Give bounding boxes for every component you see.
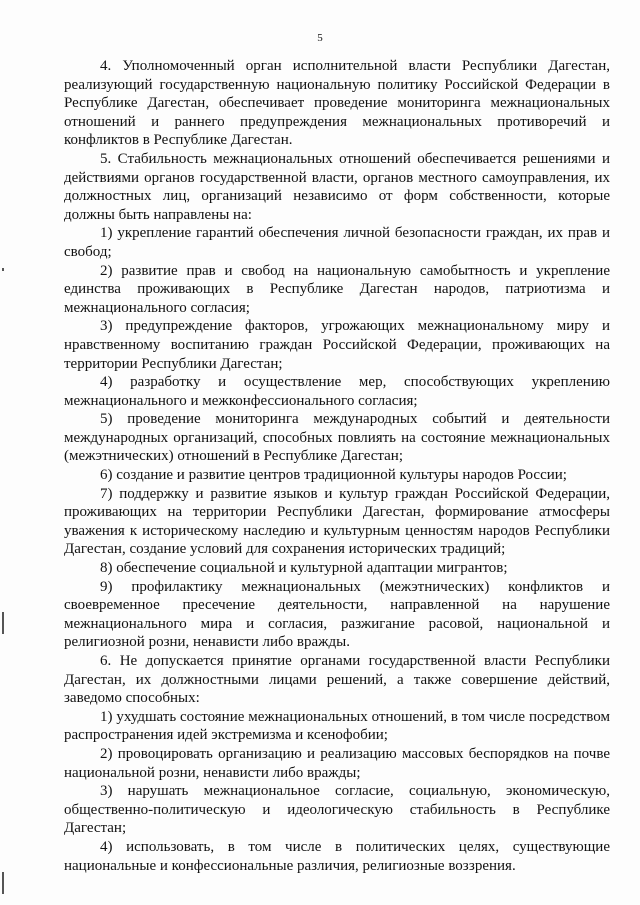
list-item: 2) провоцировать организацию и реализацию массовых беспорядков на почве национальной розни, ненависти либо вражды;	[64, 745, 610, 781]
list-item: 7) поддержку и развитие языков и культур граждан Российской Федерации, проживающих на территории Республики Дагестан, формирование атмосферы уважения к историческому наследию и культурным ценностям народов Республики Дагестан, создание условий для сохранения исторических традиций;	[64, 485, 610, 558]
paragraph-item-5: 5. Стабильность межнациональных отношений обеспечивается решениями и действиями органов государственной власти, органов местного самоуправления, их должностных лиц, организаций независимо от форм собственности, которые должны быть направлены на:	[64, 150, 610, 223]
list-item: 4) использовать, в том числе в политических целях, существующие национальные и конфессиональные различия, религиозные воззрения.	[64, 838, 610, 874]
paragraph-item-6: 6. Не допускается принятие органами государственной власти Республики Дагестан, их должностными лицами решений, а также совершение действий, заведомо способных:	[64, 653, 610, 707]
scan-mark	[2, 872, 4, 894]
list-item: 1) укрепление гарантий обеспечения личной безопасности граждан, их прав и свобод;	[64, 225, 610, 260]
document-body	[64, 57, 610, 875]
list-item: 3) предупреждение факторов, угрожающих межнациональному миру и нравственному воспитанию граждан Российской Федерации, проживающих на территории Республики Дагестан;	[64, 318, 610, 372]
scan-mark	[2, 612, 4, 634]
list-item: 4) разработку и осуществление мер, способствующих укреплению межнационального и межконфессионального согласия;	[64, 374, 610, 409]
scan-mark	[2, 268, 4, 271]
list-item: 1) ухудшать состояние межнациональных отношений, в том числе посредством распространения идей экстремизма и ксенофобии;	[64, 708, 610, 744]
paragraph-item-4: 4. Уполномоченный орган исполнительной власти Республики Дагестан, реализующий государственную национальную политику Российской Федерации в Республике Дагестан, обеспечивает проведение мониторинга межнациональных отношений и раннего предупреждения межнациональных противоречий и конфликтов в Республике Дагестан.	[64, 58, 610, 149]
list-item: 8) обеспечение социальной и культурной адаптации мигрантов;	[100, 560, 508, 577]
list-item: 9) профилактику межнациональных (межэтнических) конфликтов и своевременное пресечение деятельности, направленной на нарушение межнационального мира и согласия, разжигание расовой, национальной и религиозной розни, ненависти либо вражды.	[64, 578, 610, 651]
list-item: 2) развитие прав и свобод на национальную самобытность и укрепление единства проживающих в Республике Дагестан народов, патриотизма и межнационального согласия;	[64, 262, 610, 316]
list-item: 3) нарушать межнациональное согласие, социальную, экономическую, общественно-политическую и идеологическую стабильность в Республике Дагестан;	[64, 783, 610, 837]
list-item: 5) проведение мониторинга международных событий и деятельности международных организаций, способных повлиять на состояние межнациональных (межэтнических) отношений в Республике Дагестан;	[64, 411, 610, 465]
page-number: 5	[317, 32, 323, 44]
list-item: 6) создание и развитие центров традиционной культуры народов России;	[100, 467, 567, 484]
